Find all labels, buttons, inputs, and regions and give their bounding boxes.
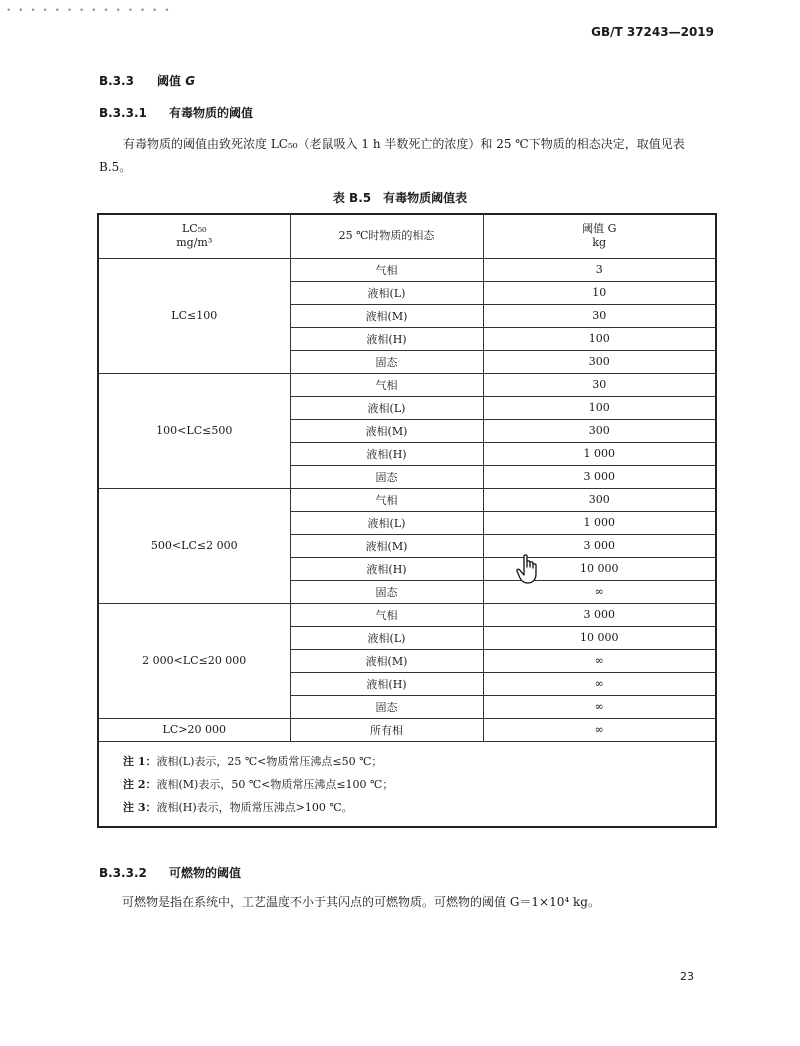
lc-range-cell: 100<LC≤500 — [98, 373, 290, 488]
phase-cell: 液相(H) — [290, 442, 483, 465]
section-number: B.3.3.2 — [99, 866, 147, 880]
threshold-cell: 10 000 — [483, 626, 716, 649]
section-number: B.3.3.1 — [99, 106, 147, 120]
threshold-cell: ∞ — [483, 649, 716, 672]
table-note — [123, 773, 705, 796]
threshold-cell: ∞ — [483, 695, 716, 718]
threshold-cell: 3 000 — [483, 465, 716, 488]
phase-cell: 所有相 — [290, 718, 483, 741]
table-notes-row — [98, 741, 716, 827]
phase-cell: 液相(H) — [290, 557, 483, 580]
phase-cell: 气相 — [290, 258, 483, 281]
threshold-cell: 300 — [483, 419, 716, 442]
threshold-cell: 10 — [483, 281, 716, 304]
phase-cell: 固态 — [290, 580, 483, 603]
header-threshold: 阈值 G kg — [483, 214, 716, 258]
table-caption-title: 有毒物质阈值表 — [383, 191, 468, 205]
threshold-cell: 10 000 — [483, 557, 716, 580]
page-number: 23 — [680, 970, 694, 983]
threshold-cell: ∞ — [483, 718, 716, 741]
threshold-cell: 30 — [483, 304, 716, 327]
phase-cell: 液相(M) — [290, 649, 483, 672]
threshold-cell: 1 000 — [483, 511, 716, 534]
section-title: 可燃物的阈值 — [169, 866, 242, 880]
threshold-cell: 30 — [483, 373, 716, 396]
section-title: 有毒物质的阈值 — [169, 106, 254, 120]
phase-cell: 固态 — [290, 695, 483, 718]
threshold-cell: 3 000 — [483, 603, 716, 626]
note-label: 注 1： — [123, 754, 157, 768]
note-text: 液相(H)表示，物质常压沸点>100 ℃。 — [156, 800, 353, 814]
threshold-cell: 300 — [483, 488, 716, 511]
threshold-cell: ∞ — [483, 580, 716, 603]
phase-cell: 气相 — [290, 603, 483, 626]
threshold-cell: 3 000 — [483, 534, 716, 557]
note-label: 注 2： — [123, 777, 157, 791]
toolbar-dots: • • • • • • • • • • • • • • — [6, 6, 172, 16]
section-number: B.3.3 — [99, 74, 134, 88]
lc-range-cell: LC>20 000 — [98, 718, 290, 741]
table-caption-number: 表 B.5 — [332, 191, 372, 205]
threshold-cell: 100 — [483, 396, 716, 419]
table-header-row — [98, 214, 716, 258]
section-title: 阈值 — [157, 74, 182, 88]
header-lc50: LC₅₀ mg/m³ — [98, 214, 290, 258]
section-heading-b3331 — [99, 104, 253, 121]
note-text: 液相(M)表示，50 ℃<物质常压沸点≤100 ℃； — [156, 777, 394, 791]
section-title-variable: G — [185, 74, 196, 88]
hand-pointer-icon — [515, 553, 545, 585]
section-paragraph-b3332: 可燃物是指在系统中，工艺温度不小于其闪点的可燃物质。可燃物的阈值 G＝1×10⁴ kg。 — [122, 895, 600, 909]
header-phase: 25 ℃时物质的相态 — [290, 214, 483, 258]
threshold-cell: ∞ — [483, 672, 716, 695]
table-row — [98, 488, 716, 511]
phase-cell: 液相(L) — [290, 281, 483, 304]
section-heading-b333 — [99, 72, 195, 89]
table-row — [98, 373, 716, 396]
phase-cell: 固态 — [290, 465, 483, 488]
phase-cell: 液相(M) — [290, 419, 483, 442]
table-notes — [98, 741, 716, 827]
phase-cell: 固态 — [290, 350, 483, 373]
table-caption — [0, 189, 800, 206]
standard-number: GB/T 37243—2019 — [591, 25, 714, 39]
phase-cell: 液相(L) — [290, 626, 483, 649]
threshold-cell: 3 — [483, 258, 716, 281]
phase-cell: 液相(H) — [290, 672, 483, 695]
section-heading-b3332 — [99, 864, 241, 881]
phase-cell: 液相(M) — [290, 534, 483, 557]
threshold-cell: 300 — [483, 350, 716, 373]
phase-cell: 气相 — [290, 373, 483, 396]
threshold-cell: 1 000 — [483, 442, 716, 465]
phase-cell: 液相(L) — [290, 511, 483, 534]
note-label: 注 3： — [123, 800, 157, 814]
lc-range-cell: LC≤100 — [98, 258, 290, 373]
section-paragraph-b3331: 有毒物质的阈值由致死浓度 LC₅₀（老鼠吸入 1 h 半数死亡的浓度）和 25 ℃下物质的相态决定，取值见表 B.5。 — [99, 137, 685, 174]
table-note — [123, 750, 705, 773]
phase-cell: 气相 — [290, 488, 483, 511]
toxic-threshold-table — [97, 213, 717, 828]
phase-cell: 液相(L) — [290, 396, 483, 419]
table-row — [98, 718, 716, 741]
lc-range-cell: 2 000<LC≤20 000 — [98, 603, 290, 718]
phase-cell: 液相(M) — [290, 304, 483, 327]
note-text: 液相(L)表示，25 ℃<物质常压沸点≤50 ℃； — [156, 754, 383, 768]
table-note — [123, 796, 705, 819]
lc-range-cell: 500<LC≤2 000 — [98, 488, 290, 603]
table-row — [98, 603, 716, 626]
threshold-cell: 100 — [483, 327, 716, 350]
table-row — [98, 258, 716, 281]
phase-cell: 液相(H) — [290, 327, 483, 350]
